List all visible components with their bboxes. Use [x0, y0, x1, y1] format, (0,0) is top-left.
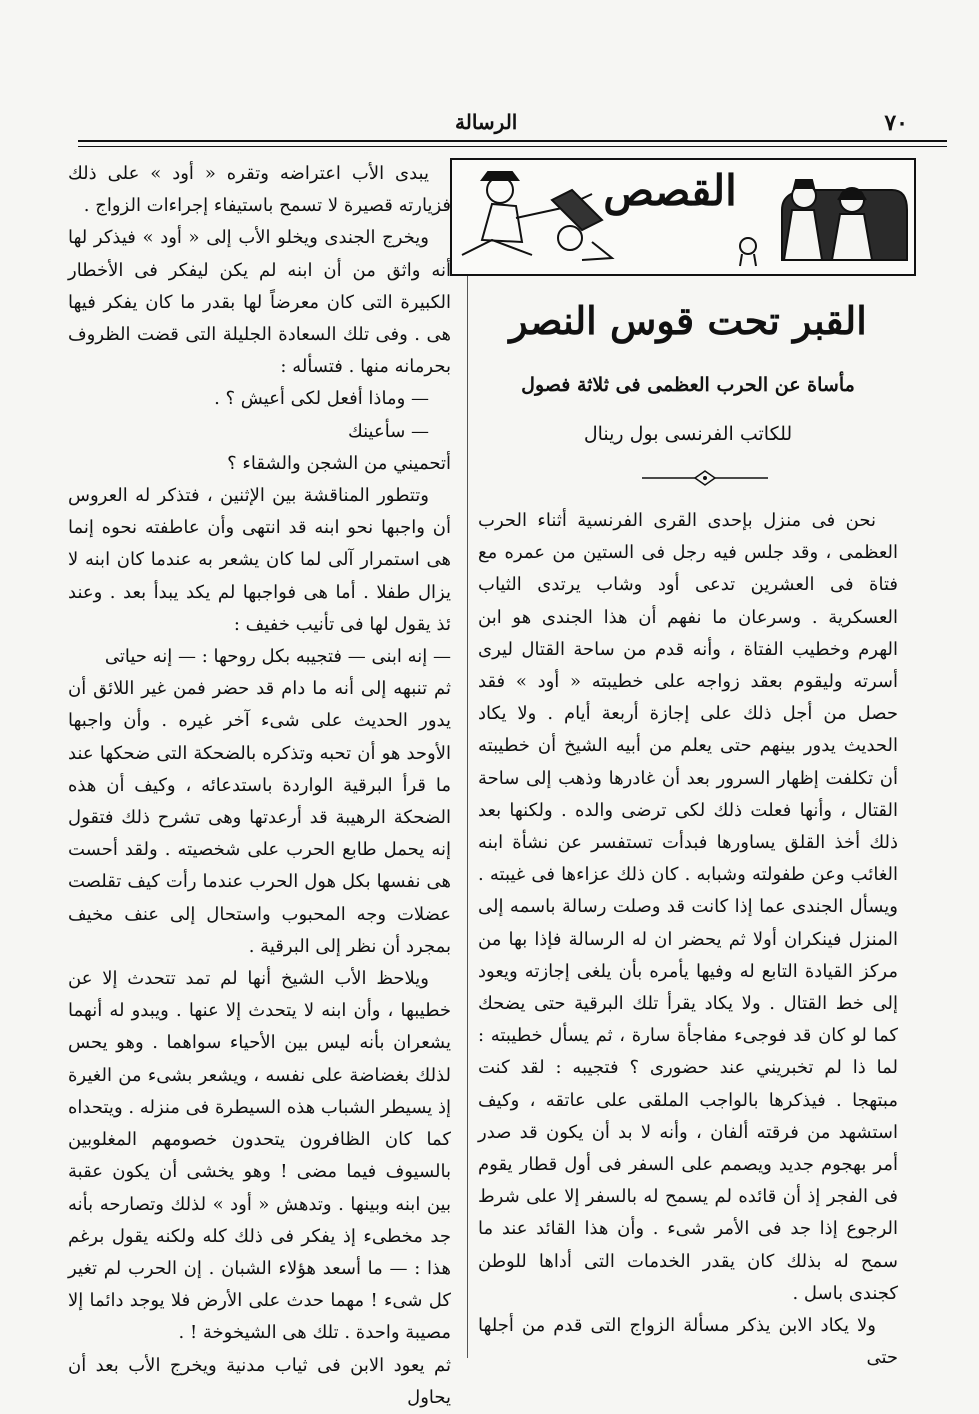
page-number: ٧٠	[884, 110, 908, 136]
paragraph: ويخرج الجندى ويخلو الأب إلى « أود » فيذكر لها أنه واثق من أن ابنه لم يكن ليفكر فى الأخطار الكبيرة التى كان معرضاً لها بقدر ما كان يفكر فيها هى . وفى تلك السعادة الجليلة التى قضت الظروف بحرمانه منها . فتسأله :	[68, 227, 451, 378]
left-column	[68, 158, 451, 1414]
dialogue-line: أتحميني من الشجن والشقاء ؟	[227, 452, 451, 474]
paragraph: وتتطور المناقشة بين الإثنين ، فتذكر له العروس أن واجبها نحو ابنه قد انتهى وأن عاطفته نحوه إنما هى استمرار آلى لما كان يشعر به عندما كان ابنه لا يزال طفلا . أما هى فواجبها لم يكد يبدأ بعد . وعند ئذ يقول لها فى تأنيب خفيف :	[68, 485, 451, 635]
paragraph: ولا يكاد الابن يذكر مسألة الزواج التى قدم من أجلها حتى	[478, 1315, 898, 1369]
story-subtitle: مأساة عن الحرب العظمى فى ثلاثة فصول	[521, 374, 855, 396]
journal-title: الرسالة	[455, 110, 518, 134]
dialogue-line: — وماذا أفعل لكى أعيش ؟ .	[214, 388, 429, 410]
paragraph: ثم يعود الابن فى ثياب مدنية ويخرج الأب بعد أن يحاول	[68, 1354, 451, 1408]
story-title: القبر تحت قوس النصر	[509, 298, 867, 343]
right-column	[478, 505, 898, 1374]
header-rule-thin	[78, 146, 947, 147]
dialogue-line: — إنه ابنى — فتجيبه بكل روحها : — إنه حياتى	[104, 646, 451, 668]
story-author: للكاتب الفرنسى بول رينال	[583, 423, 793, 445]
page-header	[30, 108, 950, 138]
column-separator	[467, 158, 468, 1358]
paragraph: يبدى الأب اعتراضه وتقره « أود » على ذلك فزيارته قصيرة لا تسمح باستيفاء إجراءات الزواج .	[68, 163, 451, 217]
paragraph: نحن فى منزل بإحدى القرى الفرنسية أثناء الحرب العظمى ، وقد جلس فيه رجل فى الستين من عمره مع فتاة فى العشرين تدعى أود وشاب يرتدى الثياب العسكرية . وسرعان ما نفهم أن هذا الجندى هو ابن الهرم وخطيب الفتاة ، وأنه قدم من ساحة القتال ليرى أسرته وليقوم بعقد زواجه على خطيبته « أود » فقد حصل من أجل ذلك على إجازة أربعة أيام . ولا يكاد الحديث يدور بينهم حتى يعلم من أبيه الشيخ أن خطيبته أن تكلفت إظهار السرور بعد أن غادرها وذهب إلى ساحة القتال ، وأنها فعلت ذلك لكى ترضى والده . ولكنها بعد ذلك أخذ القلق يساورها فبدأت تستفسر عن نشأة ابنه الغائب وعن طفولته وشبابه . كان ذلك عزاءها فى غيبته . ويسأل الجندى عما إذا كانت قد وصلت رسالة باسمه إلى المنزل فينكران أولا ثم يحضر ان له الرسالة فإذا بها من مركز القيادة التابع له وفيها يأمره بأن يلغى إجازته ويعود إلى خط القتال . ولا يكاد يقرأ تلك البرقية حتى يضحك كما لو كان قد فوجىء مفاجأة سارة ، ثم يسأل خطيبته : لما ذا لم تخبريني عند حضورى ؟ فتجيبه : لقد كنت مبتهجا . فيذكرها بالواجب الملقى على عاتقه ، وكيف استشهد من فرقته ألفان ، وأنه لا بد أن يكون قد صدر أمر بهجوم جديد ويصمم على السفر فى أول قطار يقوم فى الفجر إذ أن قائده لم يسمح له بالسفر إلا على شرط الرجوع إذا جد فى الأمر شىء . وأن هذا القائد عند ما سمح له بذلك كان يقدر الخدمات التى أداها للوطن كجندى باسل .	[478, 510, 898, 1304]
dialogue-line: — سأعينك	[347, 420, 429, 442]
ornament-divider	[640, 468, 770, 488]
section-title: القصص	[603, 166, 737, 215]
header-rule	[78, 140, 947, 142]
paragraph: ثم تنبهه إلى أنه ما دام قد حضر فمن غير اللائق أن يدور الحديث على شىء آخر غيره . وأن واجبها الأوحد هو أن تحبه وتذكره بالضحكة التى ضحكها عند ما قرأ البرقية الواردة باستدعائه ، وكيف أن هذه الضحكة الرهيبة قد أرعدتها وهى تشرح ذلك فتقول إنه يحمل طابع الحرب على شخصيته . ولقد أحست هى نفسها بكل هول الحرب عندما رأت كيف تقلصت عضلات وجه المحبوب واستحال إلى عنف مخيف بمجرد أن نظر إلى البرقية .	[68, 678, 451, 957]
paragraph: ويلاحظ الأب الشيخ أنها لم تمد تتحدث إلا عن خطيبها ، وأن ابنه لا يتحدث إلا عنها . ويبدو له أنهما يشعران بأنه ليس بين الأحياء سواهما . وهو يحس لذلك بغضاضة على نفسه ، ويشعر بشىء من الغيرة إذ يسيطر الشباب هذه السيطرة فى منزله . ويتحداه كما كان الظافرون يتحدون خصومهم المغلوبين بالسيوف فيما مضى ! وهو يخشى أن يكون عقبة بين ابنه وبينها . وتدهش « أود » لذلك وتصارحه بأنه جد مخطىء إذ يفكر فى ذلك كله ولكنه يقول برغم هذا : — ما أسعد هؤلاء الشبان . إن الحرب لم تغير كل شىء ! مهما حدث على الأرض فلا يوجد دائما إلا مصيبة واحدة . تلك هى الشيخوخة ! .	[68, 968, 451, 1344]
